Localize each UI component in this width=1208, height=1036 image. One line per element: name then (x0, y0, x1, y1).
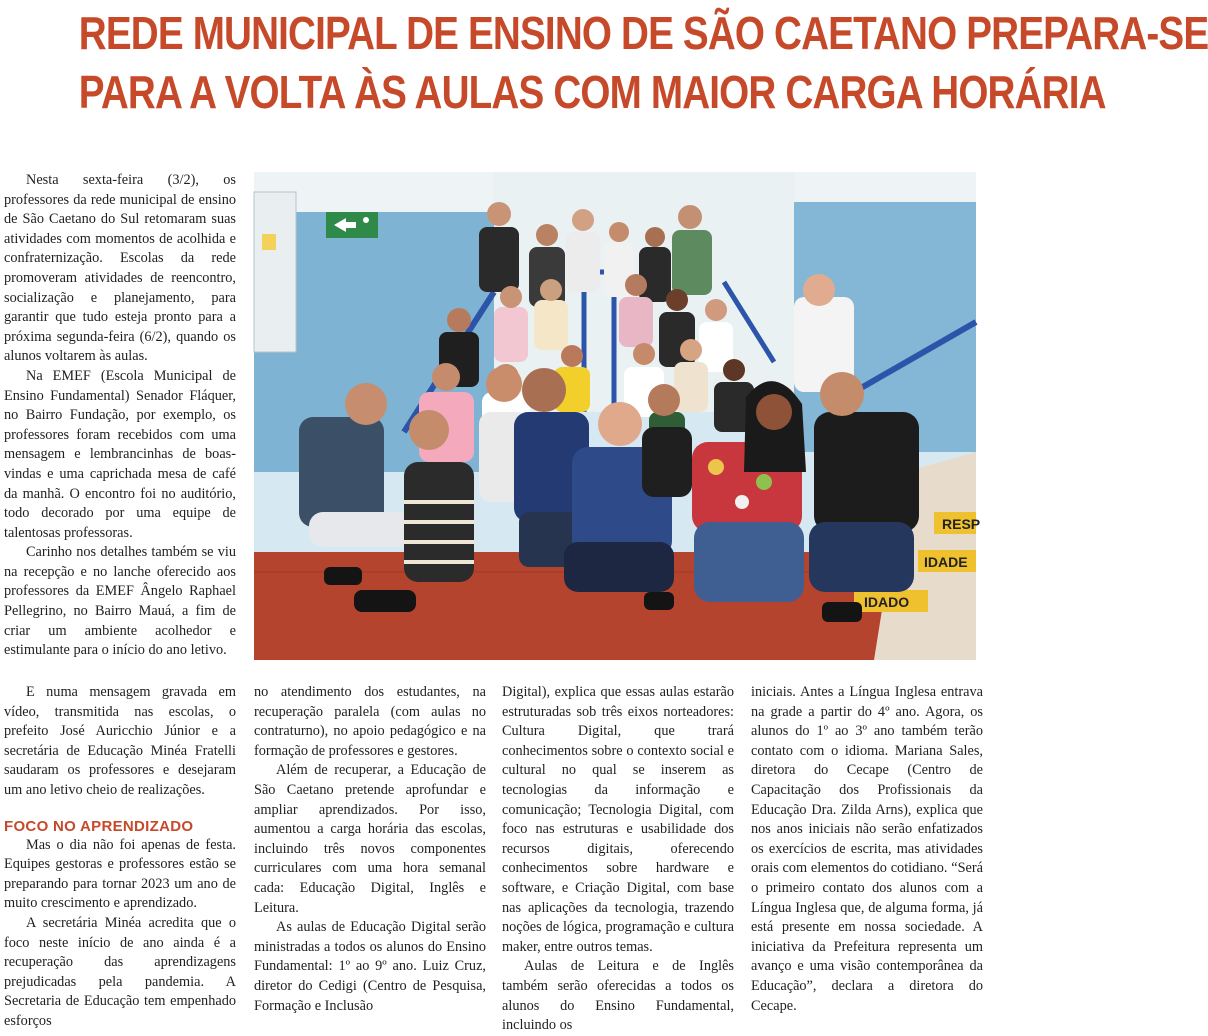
warning-sign (262, 234, 276, 250)
paragraph: As aulas de Educação Digital serão ministradas a todos os alunos do Ensino Fundamental: 1º ao 9º ano. Luiz Cruz, diretor do Cedigi (Centro de Pesquisa, Formação e Inclusão (254, 919, 486, 1014)
exit-figure-icon (363, 217, 369, 223)
paragraph: A secretária Minéa acredita que o foco neste início de ano ainda é a recuperação das aprendizagens prejudicadas pela pandemia. A Secretaria de Educação tem empenhado esforços (4, 914, 236, 1029)
group-photo (254, 172, 981, 660)
paragraph: Além de recuperar, a Educação de São Caetano pretende aprofundar e ampliar aprendizados. Por isso, aumentou a carga horária das escolas, incluindo três novos componentes curriculares com uma hora semanal cada: Educação Digital, Inglês e Leitura. (254, 762, 486, 916)
group-photo-illustration (254, 172, 981, 660)
article-column-3 (502, 683, 734, 1036)
paragraph: E numa mensagem gravada em vídeo, transmitida nas escolas, o prefeito José Auricchio Júnior e a secretária de Educação Minéa Fratelli saudaram os professores e desejaram um ano letivo cheio de realizações. (4, 684, 236, 798)
paragraph: Mas o dia não foi apenas de festa. Equipes gestoras e professores estão se preparando para tornar 2023 um ano de muito crescimento e aprendizado. (4, 836, 236, 912)
article-column-4 (751, 683, 983, 1016)
paragraph: Nesta sexta-feira (3/2), os professores da rede municipal de ensino de São Caetano do Sul retomaram suas atividades com momentos de acolhida e confraternização. Escolas da rede promoveram atividades de reencontro, socialização e planejamento, para garantir que tudo esteja pronto para a próxima segunda-feira (6/2), quando os alunos voltarem às aulas. (4, 172, 236, 365)
section-subhead: FOCO NO APRENDIZADO (4, 817, 194, 835)
paragraph: no atendimento dos estudantes, na recuperação paralela (com aulas no contraturno), no apoio pedagógico e na formação de professores e gestores. (254, 684, 486, 759)
paragraph: Aulas de Leitura e de Inglês também serão oferecidas a todos os alunos do Ensino Fundamental, incluindo os (502, 958, 734, 1034)
paragraph: iniciais. Antes a Língua Inglesa entrava na grade a partir do 4º ano. Agora, os alunos do 1º ao 3º ano também terão contato com o idioma. Mariana Sales, diretora do Cecape (Centro de Capacitação dos Profissionais da Educação Dra. Zilda Arns), explica que nos anos iniciais não serão enfatizados os exercícios de escrita, mas atividades orais com elementos do cotidiano. “Será o primeiro contato dos alunos com a Língua Inglesa que, de alguma forma, já está presente em nossa sociedade. A iniciativa da Prefeitura representa um avanço e uma visão contemporânea da Educação”, declara a diretora do Cecape. (751, 684, 983, 1014)
step-sign-3-text: IDADO (864, 594, 910, 610)
article-column-1-top (4, 171, 236, 661)
right-wall-top (794, 172, 976, 202)
article-column-1-bottom (4, 683, 236, 1032)
doorframe (254, 192, 296, 352)
article-column-2 (254, 683, 486, 1016)
paragraph: Digital), explica que essas aulas estarão estruturadas sob três eixos norteadores: Cultura Digital, que trará conhecimentos sobre o contexto social e cultural no qual se inserem as tecnologias da informação e comunicação; Tecnologia Digital, com foco nas estruturas e usabilidade dos recursos digitais, oferecendo conhecimentos sobre hardware e software, e Criação Digital, com base nas aplicações da tecnologia, trazendo noções de lógica, programação e cultura maker, entre outros temas. (502, 684, 734, 955)
paragraph: Carinho nos detalhes também se viu na recepção e no lanche oferecido aos professores da EMEF Ângelo Raphael Pellegrino, no Bairro Mauá, a fim de criar um ambiente acolhedor e estimulante para o início do ano letivo. (4, 544, 236, 659)
step-sign-1-text: RESP (942, 516, 981, 532)
step-sign-2-text: IDADE (924, 554, 968, 570)
headline-line-2: PARA A VOLTA ÀS AULAS COM MAIOR CARGA HORÁRIA (78, 66, 1106, 118)
headline (78, 4, 1208, 122)
paragraph: Na EMEF (Escola Municipal de Ensino Fundamental) Senador Fláquer, no Bairro Fundação, por exemplo, os professores foram recebidos com uma mensagem e lembrancinhas de boas-vindas e uma caprichada mesa de café da manhã. O encontro foi no auditório, todo decorado por uma equipe de talentosas professoras. (4, 367, 236, 541)
headline-line-1: REDE MUNICIPAL DE ENSINO DE SÃO CAETANO PREPARA-SE (78, 7, 1208, 59)
